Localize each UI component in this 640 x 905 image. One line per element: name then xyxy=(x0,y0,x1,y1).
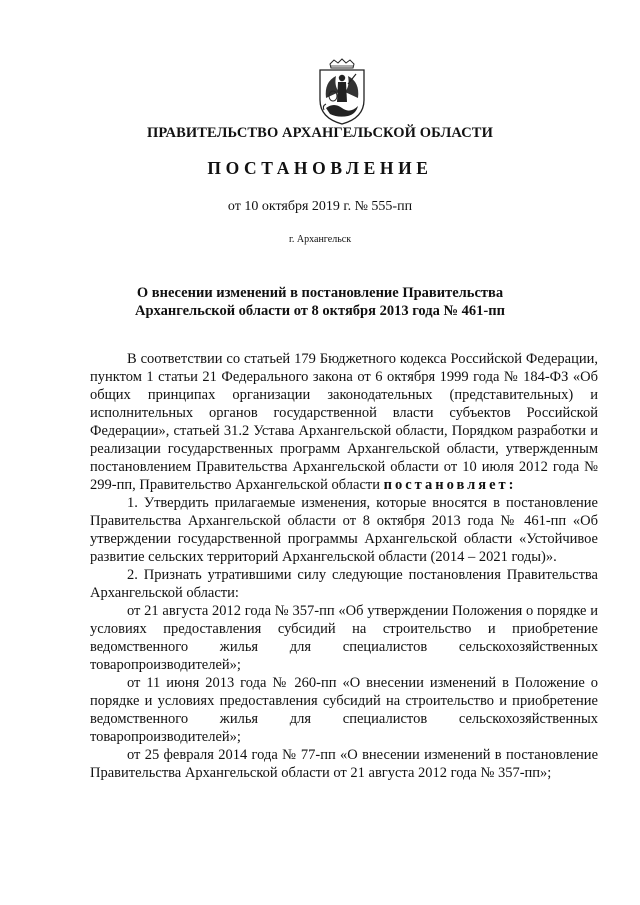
decides-word: постановляет xyxy=(383,477,509,493)
document-date-number: от 10 октября 2019 г. № 555-пп xyxy=(227,199,413,214)
coat-of-arms-icon xyxy=(312,58,372,126)
preamble-text: В соответствии со статьей 179 Бюджетного кодекса Российской Федерации, пунктом 1 статьи 21 Федерального закона от 6 октября 1999 года № 184-ФЗ «Об общих принципах организации законодательных (представительных) и исполнительных органов государственной власти субъектов Российской Федерации», статьей 31.2 Устава Архангельской области, Порядком разработки и реализации государственных программ Архангельской области, утвержденным постановлением Правительства Архангельской области от 10 июля 2012 года № 299-пп, Правительство Архангельской области xyxy=(90,351,598,493)
document-body xyxy=(90,350,598,782)
title-line-2: Архангельской области от 8 октября 2013 года № 461-пп xyxy=(135,303,505,319)
subitem-2-paragraph: от 11 июня 2013 года № 260-пп «О внесении изменений в Положение о порядке и условиях предоставления субсидий на строительство и приобретение ведомственного жилья для специалистов сельскохозяйственных товаропроизводителей»; xyxy=(90,675,598,745)
document-type: ПОСТАНОВЛЕНИЕ xyxy=(207,158,433,178)
document-title xyxy=(100,284,540,320)
decides-colon: : xyxy=(508,477,514,493)
item-2-paragraph: 2. Признать утратившими силу следующие постановления Правительства Архангельской области: xyxy=(90,567,598,601)
subitem-1-paragraph: от 21 августа 2012 года № 357-пп «Об утверждении Положения о порядке и условиях предоставления субсидий на строительство и приобретение ведомственного жилья для специалистов сельскохозяйственных товаропроизводителей»; xyxy=(90,603,598,673)
organization-title: ПРАВИТЕЛЬСТВО АРХАНГЕЛЬСКОЙ ОБЛАСТИ xyxy=(147,125,493,141)
title-line-1: О внесении изменений в постановление Правительства xyxy=(136,285,504,301)
item-1-paragraph: 1. Утвердить прилагаемые изменения, которые вносятся в постановление Правительства Архангельской области от 8 октября 2013 года № 461-пп «Об утверждении государственной программы Архангельской области «Устойчивое развитие сельских территорий Архангельской области (2014 – 2021 годы)». xyxy=(90,495,598,565)
document-place: г. Архангельск xyxy=(288,234,352,245)
subitem-3-paragraph: от 25 февраля 2014 года № 77-пп «О внесении изменений в постановление Правительства Архангельской области от 21 августа 2012 года № 357-пп»; xyxy=(90,747,598,781)
preamble-paragraph xyxy=(90,350,598,494)
